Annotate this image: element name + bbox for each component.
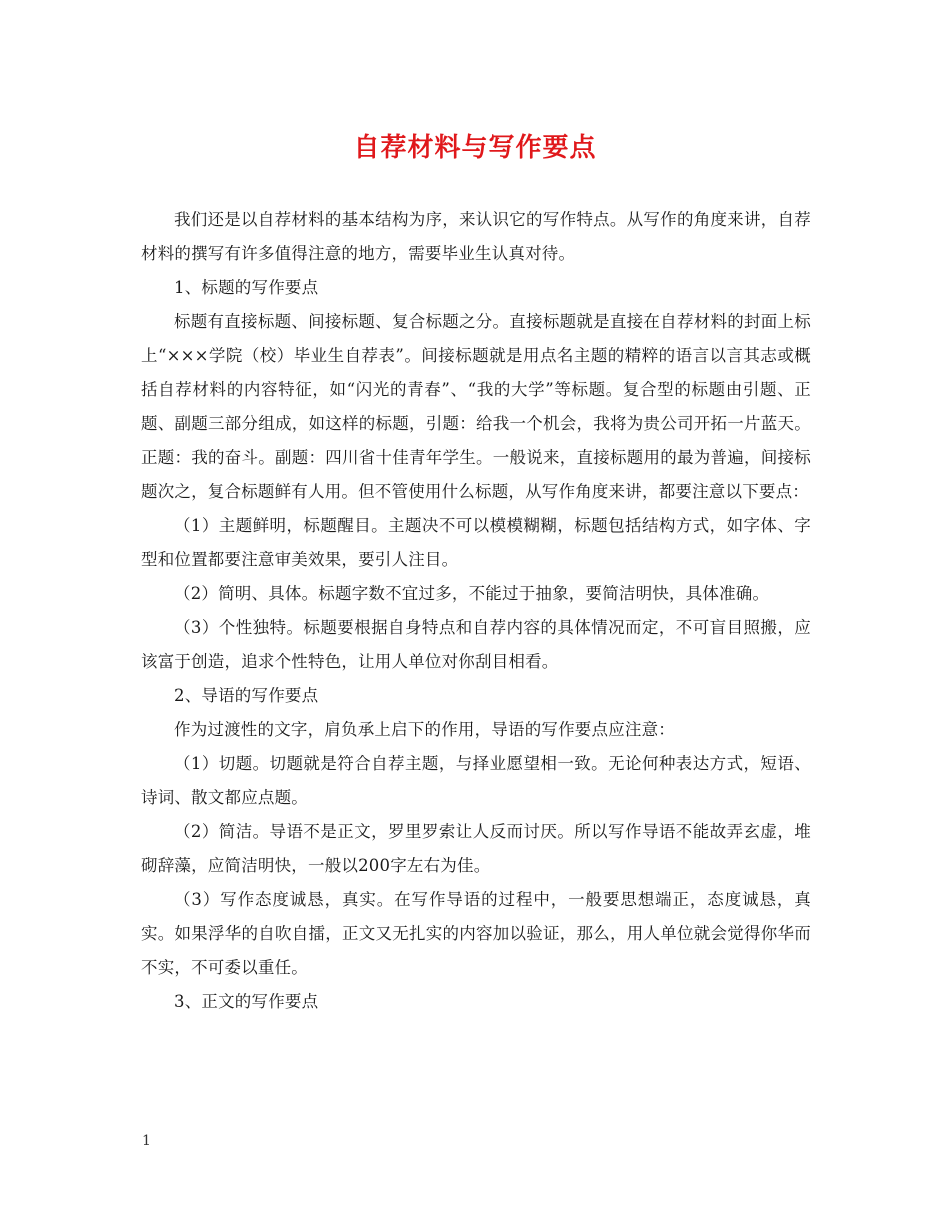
document-title: 自荐材料与写作要点	[353, 133, 597, 163]
paragraph-title-point-3: （3）个性独特。标题要根据自身特点和自荐内容的具体情况而定，不可盲目照搬，应该富于创造，追求个性特色，让用人单位对你刮目相看。	[141, 618, 811, 671]
page-number: 1	[142, 1133, 151, 1149]
paragraph-title-point-1: （1）主题鲜明，标题醒目。主题决不可以模模糊糊，标题包括结构方式，如字体、字型和位置都要注意审美效果，要引人注目。	[141, 516, 811, 569]
paragraph-lead-point-2: （2）简洁。导语不是正文，罗里罗索让人反而讨厌。所以写作导语不能故弄玄虚，堆砌辞藻，应简洁明快，一般以200字左右为佳。	[141, 822, 811, 875]
section-heading-body: 3、正文的写作要点	[174, 992, 319, 1011]
paragraph-title-types: 标题有直接标题、间接标题、复合标题之分。直接标题就是直接在自荐材料的封面上标上“×××学院（校）毕业生自荐表”。间接标题就是用点名主题的精粹的语言以言其志或概括自荐材料的内容特征，如“闪光的青春”、“我的大学”等标题。复合型的标题由引题、正题、副题三部分组成，如这样的标题，引题：给我一个机会，我将为贵公司开拓一片蓝天。正题：我的奋斗。副题：四川省十佳青年学生。一般说来，直接标题用的最为普遍，间接标题次之，复合标题鲜有人用。但不管使用什么标题，从写作角度来讲，都要注意以下要点：	[141, 312, 811, 501]
paragraph-title-point-2: （2）简明、具体。标题字数不宜过多，不能过于抽象，要简洁明快，具体准确。	[174, 584, 770, 603]
paragraph-lead-point-3: （3）写作态度诚恳，真实。在写作导语的过程中，一般要思想端正，态度诚恳，真实。如果浮华的自吹自擂，正文又无扎实的内容加以验证，那么，用人单位就会觉得你华而不实，不可委以重任。	[141, 890, 811, 977]
paragraph-lead-intro: 作为过渡性的文字，肩负承上启下的作用，导语的写作要点应注意：	[174, 720, 675, 739]
section-heading-lead: 2、导语的写作要点	[174, 686, 319, 705]
paragraph-lead-point-1: （1）切题。切题就是符合自荐主题，与择业愿望相一致。无论何种表达方式，短语、诗词、散文都应点题。	[141, 754, 811, 807]
intro-paragraph: 我们还是以自荐材料的基本结构为序，来认识它的写作特点。从写作的角度来讲，自荐材料的撰写有许多值得注意的地方，需要毕业生认真对待。	[141, 210, 811, 263]
document-body	[141, 203, 811, 1019]
section-heading-title: 1、标题的写作要点	[174, 278, 319, 297]
